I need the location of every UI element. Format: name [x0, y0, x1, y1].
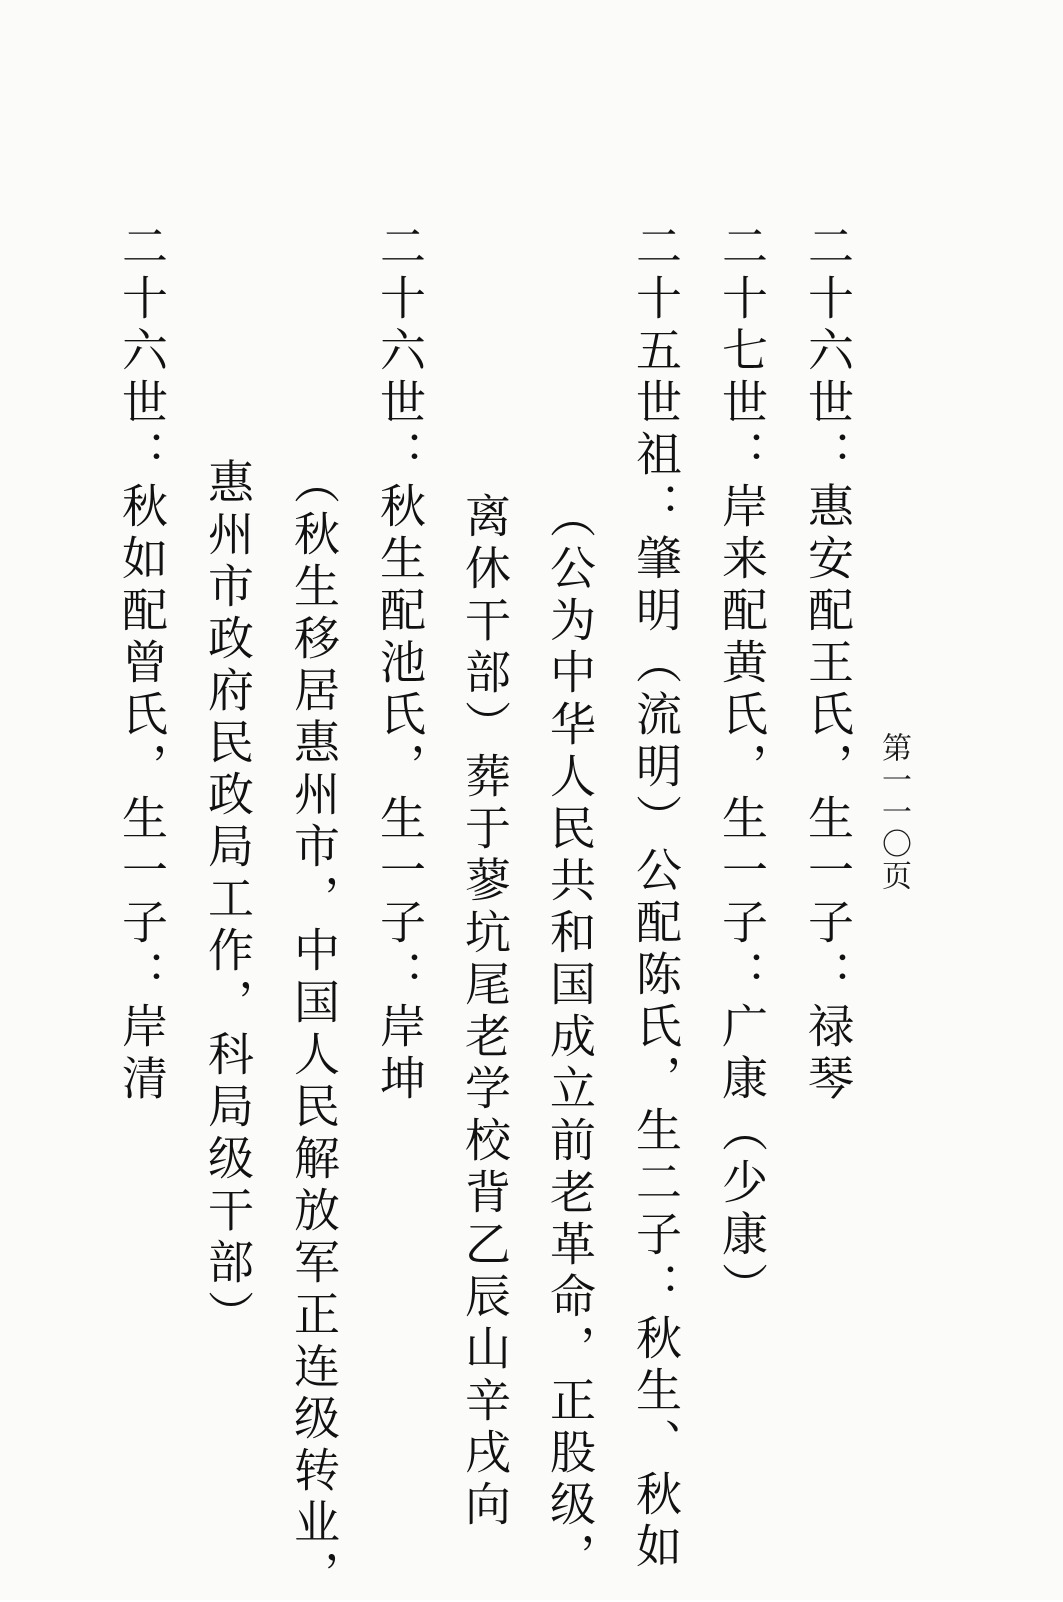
text-line-5: 离休干部）葬于蓼坑尾老学校背乙辰山辛戌向	[458, 492, 512, 1532]
page-number: 第一一〇页	[876, 732, 911, 892]
text-line-1: 二十六世：惠安配王氏，生一子：禄琴	[801, 222, 855, 1106]
text-line-9: 二十六世：秋如配曾氏，生一子：岸清	[115, 222, 169, 1106]
text-line-7: （秋生移居惠州市，中国人民解放军正连级转业，	[287, 458, 341, 1602]
text-line-4: （公为中华人民共和国成立前老革命，正股级，	[543, 492, 597, 1584]
text-line-6: 二十六世：秋生配池氏，生一子：岸坤	[373, 222, 427, 1106]
text-line-2: 二十七世：岸来配黄氏，生一子：广康（少康）	[715, 222, 769, 1314]
text-line-8: 惠州市政府民政局工作，科局级干部）	[201, 458, 255, 1342]
text-line-3: 二十五世祖：肇明（流明）公配陈氏，生二子：秋生、秋如	[629, 222, 683, 1574]
